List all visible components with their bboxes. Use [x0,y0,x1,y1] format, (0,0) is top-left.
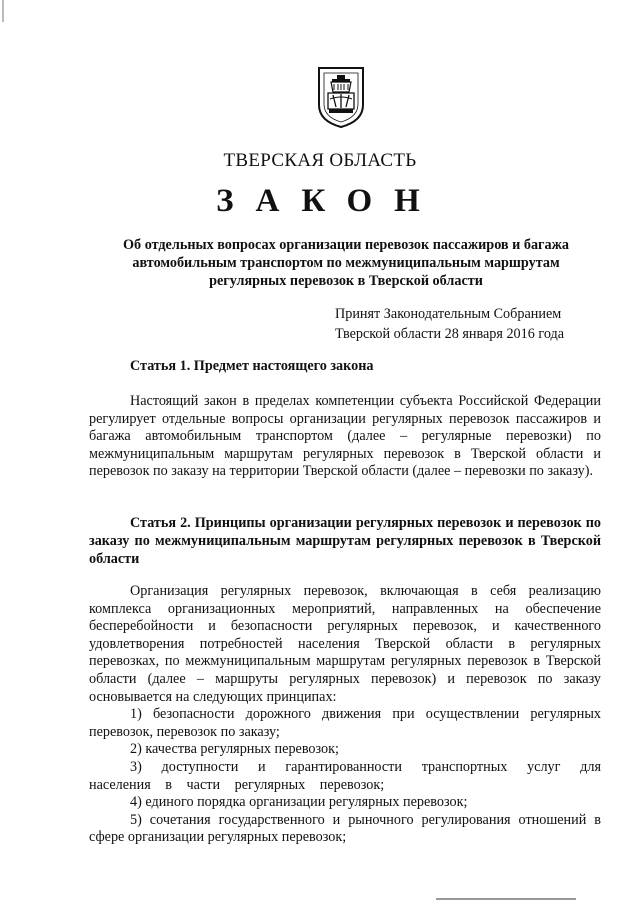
list-item: 4) единого порядка организации регулярных перевозок; [130,794,468,811]
scan-edge-mark [2,0,4,22]
region-name: ТВЕРСКАЯ ОБЛАСТЬ [223,150,417,171]
adoption-line-2: Тверской области 28 января 2016 года [335,326,565,342]
list-item: 5) сочетания государственного и рыночного регулирования отношений в сфере организации регулярных перевозок; [89,811,601,846]
list-item: 3) доступности и гарантированности транспортных услуг для населения в части регулярных перевозок; [89,758,601,793]
tver-coat-of-arms-icon [316,65,366,129]
law-title: Об отдельных вопросах организации перевозок пассажиров и багажа автомобильным транспортом по межмуниципальным маршрутам регулярных перевозок в Тверской области [123,237,569,289]
article-1-text: Настоящий закон в пределах компетенции субъекта Российской Федерации регулирует отдельные вопросы организации регулярных перевозок пассажиров и багажа автомобильным транспортом (далее – регулярные перевозки) по межмуниципальным маршрутам регулярных перевозок в Тверской области и перевозок по заказу на территории Тверской области (далее – перевозки по заказу). [89,393,601,480]
article-2-heading: Статья 2. Принципы организации регулярных перевозок и перевозок по заказу по межмуниципальным маршрутам регулярных перевозок в Тверской области [89,515,601,567]
list-item: 1) безопасности дорожного движения при осуществлении регулярных перевозок, перевозок по заказу; [89,706,601,740]
adoption-note [335,304,605,344]
list-item: 2) качества регулярных перевозок; [130,741,339,758]
adoption-line-1: Принят Законодательным Собранием [335,306,562,322]
article-2-intro: Организация регулярных перевозок, включающая в себя реализацию комплекса организационных мероприятий, направленных на обеспечение бесперебойности и безопасности регулярных перевозок, и качественного удовлетворения потребностей населения Тверской области в регулярных перевозках, по межмуниципальным маршрутам регулярных перевозок в Тверской области (далее – маршруты регулярных перевозок) и перевозок по заказу основывается на следующих принципах: [89,583,601,705]
scan-edge-mark [436,898,576,900]
article-1-heading: Статья 1. Предмет настоящего закона [130,358,374,374]
article-2-body [89,583,601,847]
law-word: ЗАКОН [216,183,442,219]
